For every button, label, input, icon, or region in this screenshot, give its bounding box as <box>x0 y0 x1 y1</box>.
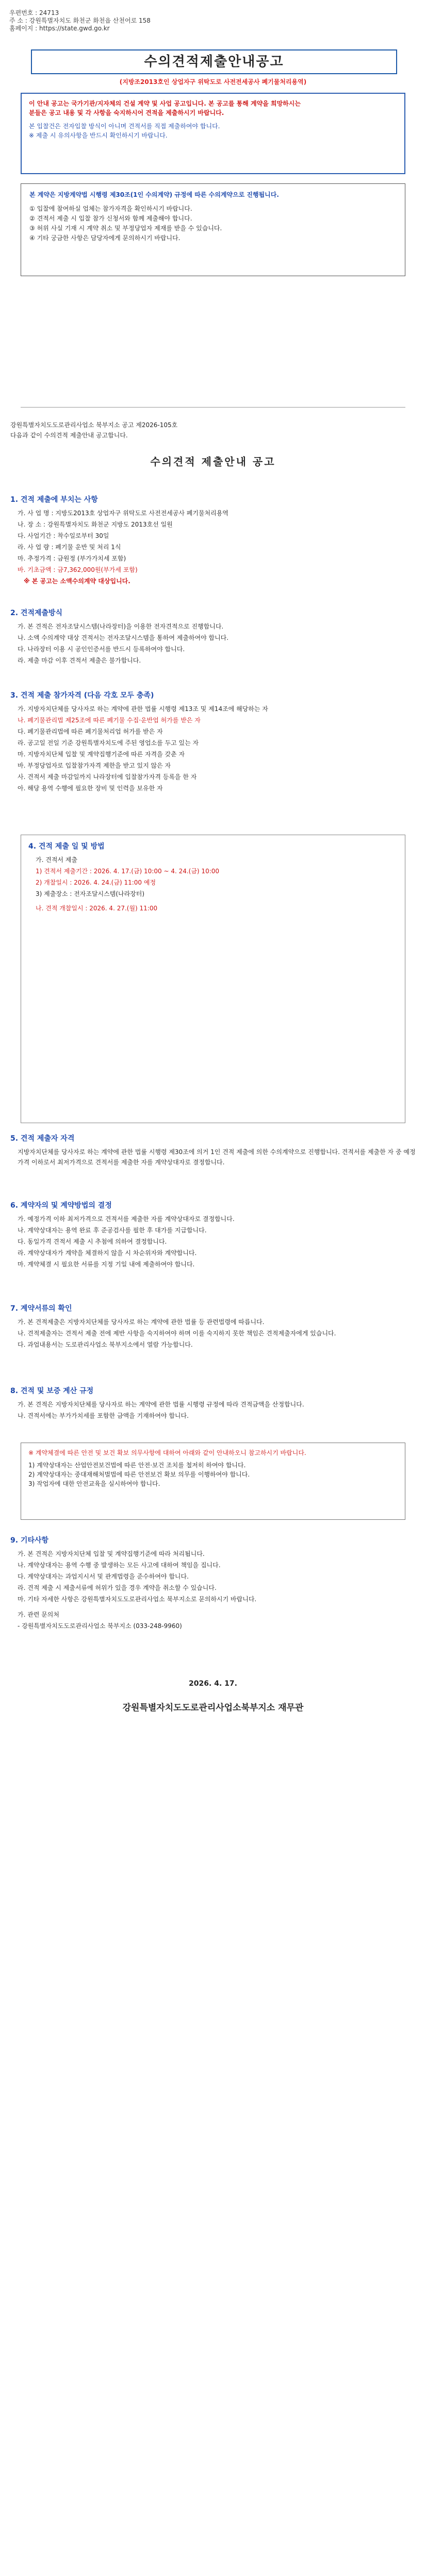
section-3-item: 나. 폐기물관리법 제25조에 따른 폐기물 수집·운반업 허가를 받은 자 <box>18 717 201 724</box>
section-2-heading: 2. 견적제출방식 <box>10 609 63 617</box>
section-6-item: 다. 동일가격 견적서 제출 시 추첨에 의하여 결정합니다. <box>18 1238 167 1245</box>
section-7-item: 다. 과업내용서는 도로관리사업소 북부지소에서 열람 가능합니다. <box>18 1341 193 1348</box>
section-8-item: 나. 견적서에는 부가가치세를 포함한 금액을 기재하여야 합니다. <box>18 1412 189 1419</box>
safety-notice-head: ※ 계약체결에 따른 안전 및 보건 확보 의무사항에 대하여 아래와 같이 안내하오니 참고하시기 바랍니다. <box>28 1449 306 1456</box>
notice-bullet-2: ※ 제출 시 유의사항을 반드시 확인하시기 바랍니다. <box>29 132 168 139</box>
intro-line-2: 다음과 같이 수의견적 제출안내 공고합니다. <box>10 432 128 439</box>
section-9-item: 가. 본 견적은 지방자치단체 입찰 및 계약집행기준에 따라 처리됩니다. <box>18 1550 205 1557</box>
document-title: 수의견적 제출안내 공고 <box>150 455 276 468</box>
section-9-item: 라. 견적 제출 시 제출서류에 허위가 있을 경우 계약을 취소할 수 있습니다. <box>18 1584 217 1591</box>
section-1-item: 바. 기초금액 : 금7,362,000원(부가세 포함) <box>18 566 138 573</box>
warning-bullet-2: ② 견적서 제출 시 입찰 참가 신청서와 함께 제출해야 합니다. <box>29 215 192 222</box>
section-4-item: 가. 견적서 제출 <box>36 856 77 863</box>
section-6-item: 가. 예정가격 이하 최저가격으로 견적서를 제출한 자를 계약상대자로 결정합니다. <box>18 1215 235 1223</box>
warning-bullet-4: ④ 기타 궁금한 사항은 담당자에게 문의하시기 바랍니다. <box>29 234 181 242</box>
address: 주 소 : 강원특별자치도 화천군 화천읍 산천어로 158 <box>9 17 151 24</box>
section-6-heading: 6. 계약자의 및 계약방법의 결정 <box>10 1201 112 1210</box>
section-9-heading: 9. 기타사항 <box>10 1536 49 1545</box>
section-9-item: 마. 기타 자세한 사항은 강원특별자치도도로관리사업소 북부지소로 문의하시기 바랍니다. <box>18 1596 257 1603</box>
notice-bullet-1: 본 입찰건은 전자입찰 방식이 아니며 견적서를 직접 제출하여야 합니다. <box>29 123 220 130</box>
contact-heading: 가. 관련 문의처 <box>18 1611 59 1618</box>
section-3-item: 사. 견적서 제출 마감일까지 나라장터에 입찰참가자격 등록을 한 자 <box>18 773 197 781</box>
section-8-item: 가. 본 견적은 지방자치단체를 당사자로 하는 계약에 관한 법률 시행령 규정에 따라 견적금액을 산정합니다. <box>18 1401 304 1408</box>
section-3-item: 라. 공고일 전일 기준 강원특별자치도에 주된 영업소를 두고 있는 자 <box>18 739 199 747</box>
warning-head: 본 계약은 지방계약법 시행령 제30조(1인 수의계약) 규정에 따른 수의계약으로 진행됩니다. <box>29 191 279 198</box>
section-3-item: 아. 해당 용역 수행에 필요한 장비 및 인력을 보유한 자 <box>18 785 163 792</box>
section-1 <box>10 495 416 587</box>
warning-box <box>21 183 405 276</box>
page-title: 수의견적제출안내공고 <box>31 49 397 74</box>
section-1-item: 다. 사업기간 : 착수일로부터 30일 <box>18 532 109 539</box>
section-1-item: 나. 장 소 : 강원특별자치도 화천군 지방도 2013호선 일원 <box>18 521 173 528</box>
section-7-item: 나. 견적제출자는 견적서 제출 전에 제반 사항을 숙지하여야 하며 이를 숙지하지 못한 책임은 견적제출자에게 있습니다. <box>18 1330 336 1337</box>
notice-box <box>21 93 405 174</box>
section-1-item: 가. 사 업 명 : 지방도2013호 상업자구 위탁도로 사전전세공사 폐기물처리용역 <box>18 510 228 517</box>
section-3 <box>10 690 416 794</box>
opening-datetime: 2) 개찰일시 : 2026. 4. 24.(금) 11:00 예정 <box>36 879 156 886</box>
intro <box>10 420 177 440</box>
section-1-heading: 1. 견적 제출에 부치는 사항 <box>10 496 98 504</box>
section-7-heading: 7. 계약서류의 확인 <box>10 1304 72 1313</box>
section-6-item: 나. 계약상대자는 용역 완료 후 준공검사를 필한 후 대가를 지급합니다. <box>18 1227 207 1234</box>
safety-notice-box <box>21 1443 405 1520</box>
intro-line-1: 강원특별자치도도로관리사업소 북부지소 공고 제2026-105호 <box>10 421 178 429</box>
section-2 <box>10 608 416 667</box>
doc-number: 우편번호 : 24713 <box>9 9 59 16</box>
section-8 <box>10 1386 416 1422</box>
submission-period: 1) 견적서 제출기간 : 2026. 4. 17.(금) 10:00 ~ 4. 24.(금) 10:00 <box>36 868 220 875</box>
section-9 <box>10 1535 416 1632</box>
document-meta <box>9 9 151 32</box>
section-5-paragraph: 지방자치단체를 당사자로 하는 계약에 관한 법률 시행령 제30조에 의거 1인 견적 제출에 의한 수의계약으로 진행합니다. 견적서를 제출한 자 중 예정가격 이하로서 최저가격으로 견적서를 제출한 자를 계약상대자로 결정합니다. <box>18 1148 416 1166</box>
section-6-item: 마. 계약체결 시 필요한 서류를 지정 기일 내에 제출하여야 합니다. <box>18 1261 195 1268</box>
notice-line-1: 이 안내 공고는 국가기관/지자체의 건설 계약 및 사업 공고입니다. 본 공고를 통해 계약을 희망하시는 <box>29 100 301 107</box>
section-3-item: 가. 지방자치단체를 당사자로 하는 계약에 관한 법률 시행령 제13조 및 제14조에 해당하는 자 <box>18 705 268 713</box>
divider <box>21 407 405 408</box>
contact-line: - 강원특별자치도도로관리사업소 북부지소 (033-248-9960) <box>18 1622 182 1630</box>
section-1-item: 라. 사 업 량 : 폐기물 운반 및 처리 1식 <box>18 544 121 551</box>
submission-place: 3) 제출장소 : 전자조달시스템(나라장터) <box>36 890 145 897</box>
section-5-heading: 5. 견적 제출자 자격 <box>10 1134 75 1143</box>
section-6 <box>10 1200 416 1270</box>
section-5 <box>10 1133 416 1168</box>
section-8-heading: 8. 견적 및 보증 계산 규정 <box>10 1387 94 1395</box>
section-7 <box>10 1303 416 1351</box>
warning-bullet-1: ① 입찰에 참여하실 업체는 참가자격을 확인하시기 바랍니다. <box>29 205 192 212</box>
section-9-item: 다. 계약상대자는 과업지시서 및 관계법령을 준수하여야 합니다. <box>18 1573 189 1580</box>
section-3-heading: 3. 견적 제출 참가자격 (다음 각호 모두 충족) <box>10 691 154 700</box>
section-2-item: 라. 제출 마감 이후 견적서 제출은 불가합니다. <box>18 657 141 664</box>
section-2-item: 다. 나라장터 이용 시 공인인증서를 반드시 등록하여야 합니다. <box>18 646 185 653</box>
section-2-item: 가. 본 견적은 전자조달시스템(나라장터)을 이용한 전자견적으로 진행합니다. <box>18 623 224 630</box>
section-3-item: 다. 폐기물관리법에 따른 폐기물처리업 허가를 받은 자 <box>18 728 163 735</box>
homepage[interactable]: 홈페이지 : https://state.gwd.go.kr <box>9 25 110 32</box>
section-1-item: 마. 추정가격 : 금원정 (부가가치세 포함) <box>18 555 126 562</box>
section-1-note: ※ 본 공고는 소액수의계약 대상입니다. <box>24 578 130 585</box>
section-3-item: 바. 부정당업자로 입찰참가자격 제한을 받고 있지 않은 자 <box>18 762 171 769</box>
page-subtitle: (지방조2013호인 상업자구 위탁도로 사전전세공사 폐기물처리용역) <box>119 78 307 86</box>
safety-notice-line: 1) 계약상대자는 산업안전보건법에 따른 안전·보건 조치를 철저히 하여야 합니다. <box>28 1462 246 1469</box>
schedule-box <box>21 835 405 1123</box>
section-9-item: 나. 계약상대자는 용역 수행 중 발생하는 모든 사고에 대하여 책임을 집니다. <box>18 1562 221 1569</box>
section-2-item: 나. 소액 수의계약 대상 견적서는 전자조달시스템을 통하여 제출하여야 합니다. <box>18 634 229 641</box>
warning-bullet-3: ③ 허위 사실 기재 시 계약 취소 및 부정당업자 제재를 받을 수 있습니다. <box>29 225 222 232</box>
section-3-item: 마. 지방자치단체 입찰 및 계약집행기준에 따른 자격을 갖춘 자 <box>18 751 185 758</box>
signature-organization: 강원특별자치도도로관리사업소북부지소 재무관 <box>122 1703 304 1713</box>
notice-line-2: 분들은 공고 내용 및 각 사항을 숙지하시어 견적을 제출하시기 바랍니다. <box>29 109 224 116</box>
section-4-heading: 4. 견적 제출 일 및 방법 <box>28 842 105 851</box>
section-7-item: 가. 본 견적제출은 지방자치단체를 당사자로 하는 계약에 관한 법률 등 관련법령에 따릅니다. <box>18 1318 265 1326</box>
signature-date: 2026. 4. 17. <box>189 1680 237 1688</box>
safety-notice-line: 3) 작업자에 대한 안전교육을 실시하여야 합니다. <box>28 1480 160 1487</box>
opening-result-datetime: 나. 견적 개찰일시 : 2026. 4. 27.(월) 11:00 <box>36 905 158 912</box>
safety-notice-line: 2) 계약상대자는 중대재해처벌법에 따른 안전보건 확보 의무를 이행하여야 합니다. <box>28 1471 250 1478</box>
section-6-item: 라. 계약상대자가 계약을 체결하지 않을 시 차순위자와 계약합니다. <box>18 1249 197 1257</box>
